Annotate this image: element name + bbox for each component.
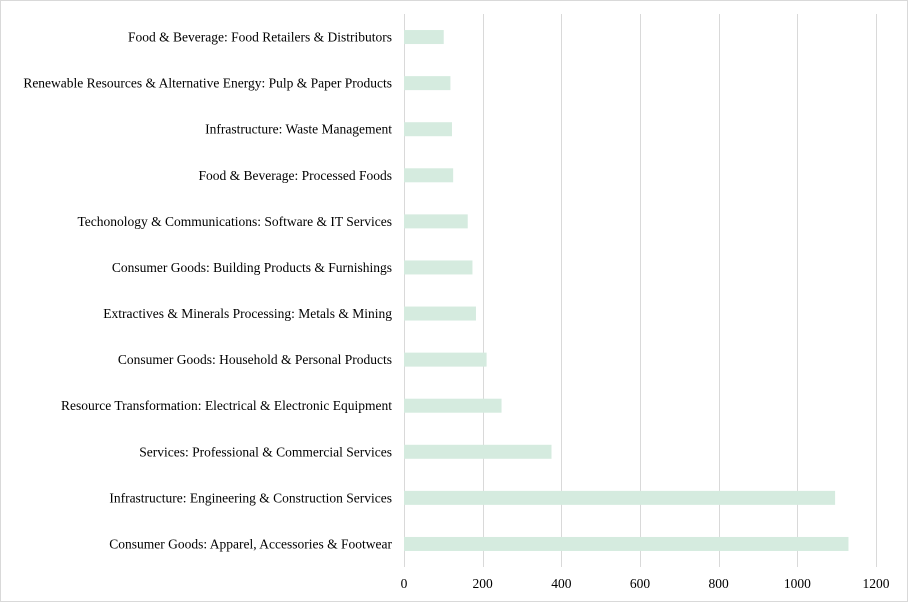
gridlines bbox=[405, 14, 877, 567]
bars bbox=[404, 30, 848, 551]
category-label: Resource Transformation: Electrical & Electronic Equipment bbox=[60, 398, 392, 414]
category-label: Consumer Goods: Household & Personal Products bbox=[117, 352, 392, 368]
category-label: Renewable Resources & Alternative Energy: Pulp & Paper Products bbox=[23, 75, 392, 91]
category-labels bbox=[23, 30, 392, 552]
bar bbox=[404, 307, 476, 321]
bar bbox=[404, 30, 444, 44]
x-tick-label: 0 bbox=[400, 576, 408, 591]
bar bbox=[404, 399, 502, 413]
bar bbox=[404, 76, 450, 90]
x-tick-label: 600 bbox=[629, 576, 651, 591]
x-tick-label: 200 bbox=[472, 576, 493, 591]
category-label: Food & Beverage: Processed Foods bbox=[198, 167, 392, 183]
bar bbox=[404, 537, 848, 551]
bar bbox=[404, 214, 468, 228]
bar bbox=[404, 168, 453, 182]
category-label: Consumer Goods: Building Products & Furnishings bbox=[111, 259, 392, 275]
category-label: Food & Beverage: Food Retailers & Distributors bbox=[128, 29, 392, 45]
category-label: Consumer Goods: Apparel, Accessories & Footwear bbox=[109, 536, 392, 552]
bar bbox=[404, 122, 452, 136]
x-axis-tick-labels bbox=[401, 576, 890, 591]
category-label: Extractives & Minerals Processing: Metals & Mining bbox=[103, 306, 392, 322]
category-label: Services: Professional & Commercial Services bbox=[139, 444, 392, 460]
x-tick-label: 800 bbox=[708, 576, 729, 591]
bar bbox=[404, 260, 472, 274]
category-label: Infrastructure: Waste Management bbox=[205, 121, 392, 137]
x-tick-label: 1200 bbox=[862, 576, 890, 591]
bar bbox=[404, 491, 835, 505]
x-tick-label: 400 bbox=[551, 576, 572, 591]
x-tick-label: 1000 bbox=[783, 576, 811, 591]
category-label: Techonology & Communications: Software & IT Services bbox=[77, 213, 392, 229]
bar bbox=[404, 353, 487, 367]
bar bbox=[404, 445, 552, 459]
bar-chart bbox=[1, 1, 907, 601]
category-label: Infrastructure: Engineering & Construction Services bbox=[109, 490, 392, 506]
